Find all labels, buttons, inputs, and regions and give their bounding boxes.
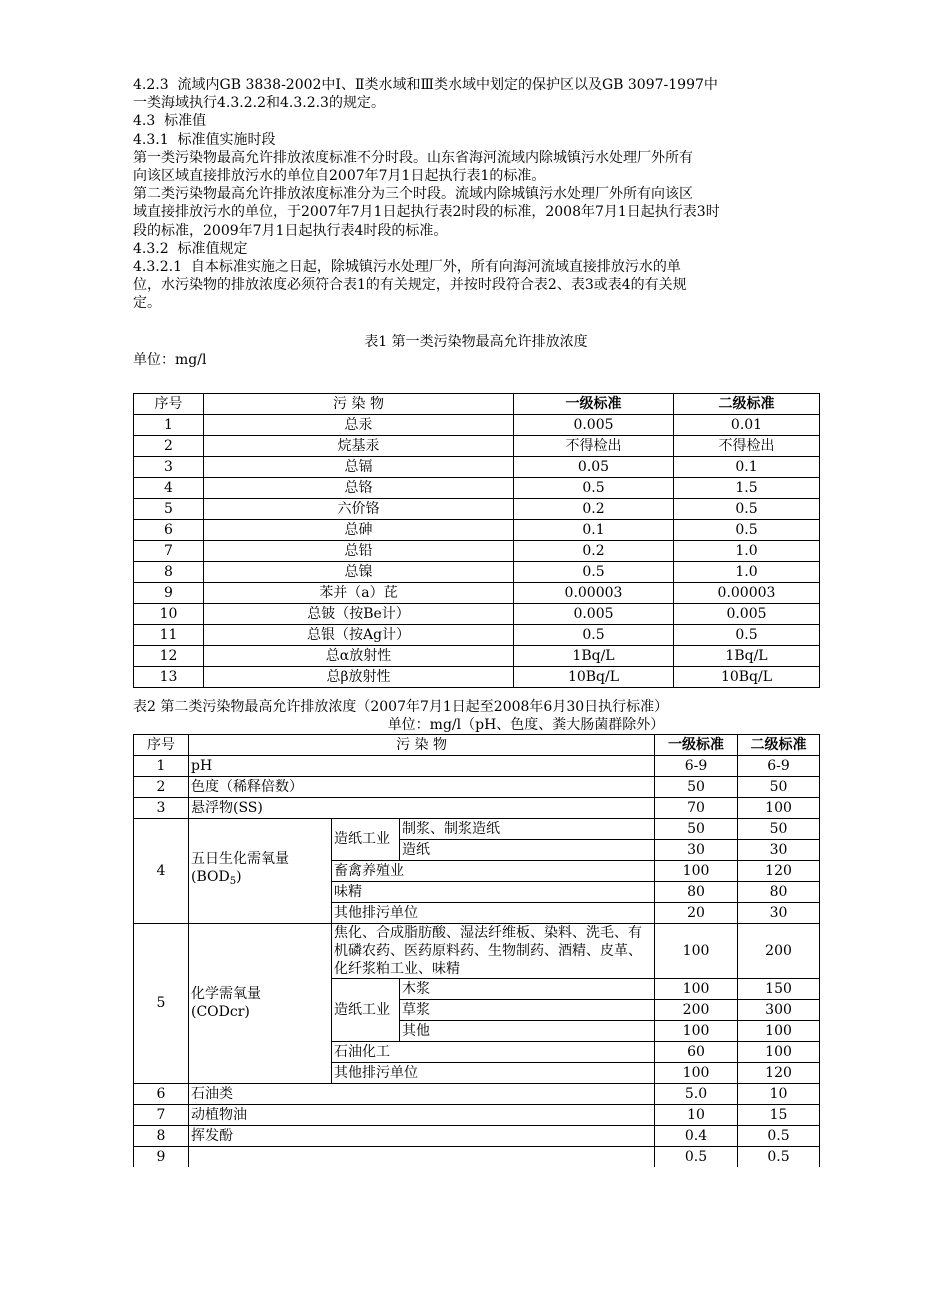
grade1-value: 不得检出: [514, 435, 674, 456]
grade1-value: 20: [655, 902, 738, 923]
pollutant-name: 总银（按Ag计）: [204, 624, 514, 645]
intro-line: 一类海域执行4.3.2.2和4.3.2.3的规定。: [133, 95, 385, 112]
grade2-value: 1.0: [674, 540, 820, 561]
industry-subcategory: 造纸: [400, 839, 655, 860]
document-page: [133, 76, 819, 1167]
grade1-value: 1Bq/L: [514, 645, 674, 666]
col-header-grade1: 一级标准: [655, 734, 738, 755]
table-row: [134, 414, 820, 435]
table-row: [134, 818, 820, 839]
grade2-value: 100: [738, 797, 820, 818]
col-header-pollutant: 污 染 物: [189, 734, 655, 755]
grade2-value: 0.5: [738, 1146, 820, 1167]
industry-category: 味精: [332, 881, 655, 902]
pollutant-name: 石油类: [189, 1083, 655, 1104]
table2-caption: 表2 第二类污染物最高允许排放浓度（2007年7月1日起至2008年6月30日执行标准）: [133, 698, 669, 715]
grade1-value: 10: [655, 1104, 738, 1125]
industry-category: 其他排污单位: [332, 902, 655, 923]
grade2-value: 15: [738, 1104, 820, 1125]
grade1-value: 5.0: [655, 1083, 738, 1104]
grade2-value: 80: [738, 881, 820, 902]
grade2-value: 100: [738, 1041, 820, 1062]
row-no: 2: [134, 776, 189, 797]
grade2-value: 0.005: [674, 603, 820, 624]
table-row: [134, 1146, 820, 1167]
table-row: [134, 1083, 820, 1104]
industry-category: 焦化、合成脂肪酸、湿法纤维板、染料、洗毛、有机磷农药、医药原料药、生物制药、酒精、皮革、化纤浆粕工业、味精: [332, 923, 655, 978]
grade1-value: 100: [655, 978, 738, 999]
row-no: 11: [134, 624, 204, 645]
row-no: 13: [134, 666, 204, 687]
table-header-row: [134, 734, 820, 755]
intro-line: 4.2.3 流域内GB 3838-2002中Ⅰ、Ⅱ类水域和Ⅲ类水域中划定的保护区以及GB 3097-1997中: [133, 77, 718, 93]
pollutant-name: 悬浮物(SS): [189, 797, 655, 818]
grade2-value: 0.1: [674, 456, 820, 477]
pollutant-name: 总铅: [204, 540, 514, 561]
industry-category: 其他排污单位: [332, 1062, 655, 1083]
table-header-row: [134, 393, 820, 414]
row-no: 8: [134, 1125, 189, 1146]
grade2-value: 0.00003: [674, 582, 820, 603]
grade1-value: 100: [655, 1020, 738, 1041]
table-row: [134, 1104, 820, 1125]
table-row: [134, 435, 820, 456]
row-no: 9: [134, 1146, 189, 1167]
table-row: [134, 1125, 820, 1146]
row-no: 7: [134, 1104, 189, 1125]
pollutant-name: 总汞: [204, 414, 514, 435]
table1-caption: 表1 第一类污染物最高允许排放浓度: [364, 333, 588, 350]
grade1-value: 0.5: [514, 477, 674, 498]
row-no: 6: [134, 1083, 189, 1104]
row-no: 8: [134, 561, 204, 582]
industry-category: 造纸工业: [332, 818, 400, 860]
pollutant-name: 挥发酚: [189, 1125, 655, 1146]
grade1-value: 0.2: [514, 540, 674, 561]
table-row: [134, 519, 820, 540]
table2: [133, 734, 820, 1167]
section-heading: 4.3 标准值: [133, 113, 207, 130]
grade2-value: 10: [738, 1083, 820, 1104]
intro-line: 4.3.2.1 自本标准实施之日起，除城镇污水处理厂外，所有向海河流域直接排放污水的单: [133, 259, 681, 276]
grade2-value: 1.5: [674, 477, 820, 498]
row-no: 10: [134, 603, 204, 624]
grade2-value: 0.5: [738, 1125, 820, 1146]
grade1-value: 0.2: [514, 498, 674, 519]
grade2-value: 0.5: [674, 519, 820, 540]
industry-subcategory: 其他: [400, 1020, 655, 1041]
grade1-value: 100: [655, 923, 738, 978]
grade1-value: 0.5: [514, 561, 674, 582]
grade1-value: 60: [655, 1041, 738, 1062]
table2-unit: 单位：mg/l（pH、色度、粪大肠菌群除外）: [387, 716, 665, 733]
table-row: [134, 540, 820, 561]
intro-line: 段的标准，2009年7月1日起执行表4时段的标准。: [133, 222, 448, 239]
grade1-value: 0.5: [655, 1146, 738, 1167]
pollutant-name: 总铍（按Be计）: [204, 603, 514, 624]
pollutant-name: 总β放射性: [204, 666, 514, 687]
grade2-value: 50: [738, 818, 820, 839]
pollutant-name: pH: [189, 755, 655, 776]
section-heading: 4.3.1 标准值实施时段: [133, 131, 276, 148]
grade2-value: 不得检出: [674, 435, 820, 456]
col-header-pollutant: 污 染 物: [204, 393, 514, 414]
grade1-value: 70: [655, 797, 738, 818]
grade1-value: 10Bq/L: [514, 666, 674, 687]
grade1-value: 0.00003: [514, 582, 674, 603]
grade2-value: 50: [738, 776, 820, 797]
cod-name: 化学需氧量: [191, 986, 261, 1003]
grade1-value: 0.5: [514, 624, 674, 645]
pollutant-name: 总镍: [204, 561, 514, 582]
row-no: 2: [134, 435, 204, 456]
table-row: [134, 603, 820, 624]
col-header-grade2: 二级标准: [738, 734, 820, 755]
grade1-value: 0.4: [655, 1125, 738, 1146]
grade1-value: 0.1: [514, 519, 674, 540]
pollutant-name: 总铬: [204, 477, 514, 498]
pollutant-name: 总镉: [204, 456, 514, 477]
row-no: 4: [134, 477, 204, 498]
grade2-value: 120: [738, 860, 820, 881]
grade2-value: 1Bq/L: [674, 645, 820, 666]
table-row: [134, 624, 820, 645]
grade2-value: 6-9: [738, 755, 820, 776]
pollutant-name: 色度（稀释倍数）: [189, 776, 655, 797]
col-header-no: 序号: [134, 393, 204, 414]
row-no: 6: [134, 519, 204, 540]
table-row: [134, 923, 820, 978]
grade1-value: 30: [655, 839, 738, 860]
intro-line: 定。: [133, 295, 161, 312]
grade2-value: 0.01: [674, 414, 820, 435]
table1-body: [134, 414, 820, 687]
table-row: [134, 456, 820, 477]
section-heading: 4.3.2 标准值规定: [133, 240, 248, 257]
industry-category: 石油化工: [332, 1041, 655, 1062]
pollutant-name: [189, 923, 332, 1083]
row-no: 1: [134, 755, 189, 776]
table-row: [134, 582, 820, 603]
table-row: [134, 477, 820, 498]
industry-subcategory: 木浆: [400, 978, 655, 999]
table-row: [134, 645, 820, 666]
bod-abbr: (BOD: [191, 869, 230, 886]
row-no: 4: [134, 818, 189, 923]
row-no: 5: [134, 498, 204, 519]
intro-line: 域直接排放污水的单位，于2007年7月1日起执行表2时段的标准，2008年7月1日起执行表3时: [133, 204, 720, 221]
col-header-no: 序号: [134, 734, 189, 755]
pollutant-name: 烷基汞: [204, 435, 514, 456]
grade2-value: 300: [738, 999, 820, 1020]
cod-abbr: (CODcr): [191, 1004, 250, 1021]
grade2-value: 0.5: [674, 624, 820, 645]
pollutant-name: 动植物油: [189, 1104, 655, 1125]
grade1-value: 0.05: [514, 456, 674, 477]
intro-text: [133, 76, 819, 313]
grade2-value: 0.5: [674, 498, 820, 519]
industry-category: 造纸工业: [332, 978, 400, 1041]
grade1-value: 80: [655, 881, 738, 902]
grade1-value: 50: [655, 776, 738, 797]
table-row: [134, 755, 820, 776]
pollutant-name: 总α放射性: [204, 645, 514, 666]
grade1-value: 6-9: [655, 755, 738, 776]
bod-name: 五日生化需氧量: [191, 851, 289, 868]
table-row: [134, 561, 820, 582]
table1: [133, 393, 820, 688]
grade2-value: 30: [738, 902, 820, 923]
intro-line: 向该区域直接排放污水的单位自2007年7月1日起执行表1的标准。: [133, 168, 546, 185]
col-header-grade2: 二级标准: [674, 393, 820, 414]
industry-category: 畜禽养殖业: [332, 860, 655, 881]
grade1-value: 0.005: [514, 414, 674, 435]
grade2-value: 200: [738, 923, 820, 978]
intro-line: 第一类污染物最高允许排放浓度标准不分时段。山东省海河流域内除城镇污水处理厂外所有: [133, 149, 693, 166]
grade1-value: 0.005: [514, 603, 674, 624]
industry-subcategory: 草浆: [400, 999, 655, 1020]
row-no: 9: [134, 582, 204, 603]
bod-abbr-close: ): [236, 869, 242, 886]
grade1-value: 100: [655, 860, 738, 881]
grade2-value: 1.0: [674, 561, 820, 582]
row-no: 12: [134, 645, 204, 666]
table-row: [134, 797, 820, 818]
table-row: [134, 776, 820, 797]
row-no: 5: [134, 923, 189, 1083]
pollutant-name: [189, 1146, 655, 1167]
pollutant-name: 总砷: [204, 519, 514, 540]
grade2-value: 150: [738, 978, 820, 999]
grade1-value: 50: [655, 818, 738, 839]
grade2-value: 100: [738, 1020, 820, 1041]
table1-unit: 单位：mg/l: [133, 351, 207, 368]
grade1-value: 100: [655, 1062, 738, 1083]
grade2-value: 10Bq/L: [674, 666, 820, 687]
pollutant-name: 六价铬: [204, 498, 514, 519]
row-no: 3: [134, 797, 189, 818]
table-row: [134, 498, 820, 519]
grade2-value: 30: [738, 839, 820, 860]
pollutant-name: 苯并（a）芘: [204, 582, 514, 603]
row-no: 1: [134, 414, 204, 435]
pollutant-name: [189, 818, 332, 923]
industry-subcategory: 制浆、制浆造纸: [400, 818, 655, 839]
row-no: 3: [134, 456, 204, 477]
intro-line: 位，水污染物的排放浓度必须符合表1的有关规定，并按时段符合表2、表3或表4的有关规: [133, 277, 687, 294]
grade1-value: 200: [655, 999, 738, 1020]
col-header-grade1: 一级标准: [514, 393, 674, 414]
grade2-value: 120: [738, 1062, 820, 1083]
bod-subscript: 5: [229, 876, 237, 888]
intro-line: 第二类污染物最高允许排放浓度标准分为三个时段。流域内除城镇污水处理厂外所有向该区: [133, 186, 693, 203]
row-no: 7: [134, 540, 204, 561]
table-row: [134, 666, 820, 687]
